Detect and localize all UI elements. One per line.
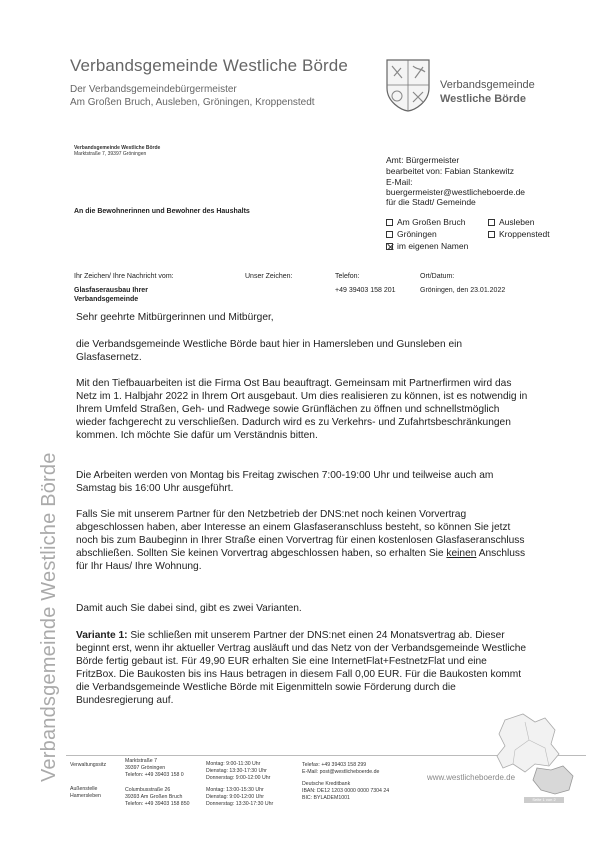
footer-as-addr2: 39393 Am Großen Bruch — [125, 794, 183, 800]
footer-vs-addr1: Marktstraße 7 — [125, 758, 157, 764]
paragraph-3: Die Arbeiten werden von Montag bis Freitag zwischen 7:00-19:00 Uhr und teilweise auch am Samstag bis 16:00 Uhr ausgeführt. — [76, 470, 494, 494]
org-name: Verbandsgemeinde Westliche Börde — [70, 56, 348, 75]
footer-as-hours3: Donnerstag: 13:30-17:30 Uhr — [206, 801, 274, 807]
coat-of-arms-icon — [385, 58, 431, 112]
checkbox-box[interactable] — [488, 219, 495, 226]
footer-vs-label: Verwaltungssitz — [70, 762, 107, 768]
office-email-label: E-Mail: — [386, 177, 413, 187]
org-subtitle: Der Verbandsgemeindebürgermeister — [70, 84, 237, 95]
office-email: buergermeister@westlicheboerde.de — [386, 187, 526, 197]
footer-as-hours2: Dienstag: 9:00-12:00 Uhr — [206, 794, 264, 800]
office-fuer: für die Stadt/ Gemeinde — [386, 197, 476, 207]
footer-vs-tel: Telefon: +49 39403 158 0 — [125, 772, 184, 778]
recipient: An die Bewohnerinnen und Bewohner des Haushalts — [74, 208, 250, 215]
paragraph-4 — [76, 508, 528, 573]
paragraph-4-text-end: Anschluss für Ihr Haus/ Ihre Wohnung. — [76, 548, 526, 572]
variante-1-text: Sie schließen mit unserem Partner der DNS:net einen 24 Monatsvertrag ab. Dieser beginnt erst, wenn ihr aktueller Vertrag ausläuft und das Netz von der Verbandsgemeinde Westliche Börde fertig gebaut ist. Für 49,90 EUR erhalten Sie eine InternetFlat+FestnetzFlat und eine FritzBox. Die Baukosten bis ins Haus betragen in diesem Fall 0,00 EUR. Für die Baukosten kommt die Verbandsgemeinde Westliche Börde mit Eigenmitteln sowie Förderung durch die Bundesregierung auf. — [76, 630, 527, 706]
telefon-label: Telefon: — [335, 273, 360, 280]
paragraph-5: Damit auch Sie dabei sind, gibt es zwei Varianten. — [76, 603, 302, 614]
ort-datum-value: Gröningen, den 23.01.2022 — [420, 287, 506, 294]
org-places: Am Großen Bruch, Ausleben, Gröningen, Kroppenstedt — [70, 97, 315, 108]
footer-vs-hours1: Montag: 9:00-11:30 Uhr — [206, 761, 261, 767]
paragraph-4-text: Falls Sie mit unserem Partner für den Netzbetrieb der DNS:net noch keinen Vorvertrag abgeschlossen haben, aber Interesse an einem Glasfaseranschluss besteht, so können Sie jetzt noch bis zum Baubeginn in Ihrer Straße einen Vorvertrag für einen kostenlosen Glasfaseranschluss abschließen. Sollten Sie keinen Vorvertrag abgeschlossen haben, so erhalten Sie — [76, 509, 525, 559]
footer-iban: IBAN: DE12 1203 0000 0000 7304 24 — [302, 788, 390, 794]
paragraph-1: die Verbandsgemeinde Westliche Börde baut hier in Hamersleben und Gunsleben ein Glasfasernetz. — [76, 339, 463, 363]
footer-vs-hours2: Dienstag: 13:30-17:30 Uhr — [206, 768, 267, 774]
footer-vs-addr2: 39397 Gröningen — [125, 765, 166, 771]
checkbox-box[interactable] — [386, 231, 393, 238]
logo-text-line1: Verbandsgemeinde — [440, 79, 535, 91]
ihr-zeichen-value: Glasfaserausbau Ihrer Verbandsgemeinde — [74, 287, 148, 303]
region-map-icon — [485, 710, 585, 800]
sidebar-vertical-text: Verbandsgemeinde Westliche Börde — [38, 452, 60, 782]
checkbox-label: Ausleben — [499, 217, 535, 227]
logo-text-line2: Westliche Börde — [440, 93, 526, 105]
checkbox-am-grossen-bruch[interactable] — [386, 217, 466, 227]
footer-as-label2: Hamersleben — [70, 793, 101, 799]
checkbox-label: im eigenen Namen — [397, 241, 469, 251]
sender-name: Verbandsgemeinde Westliche Börde — [74, 145, 161, 151]
telefon-value: +49 39403 158 201 — [335, 287, 396, 294]
checkbox-box[interactable] — [386, 219, 393, 226]
footer-bank: Deutsche Kreditbank — [302, 781, 351, 787]
checkbox-ausleben[interactable] — [488, 217, 534, 227]
checkbox-kroppenstedt[interactable] — [488, 229, 550, 239]
office-amt: Amt: Bürgermeister — [386, 155, 460, 165]
checkbox-label: Gröningen — [397, 229, 437, 239]
footer-as-addr1: Columbusstraße 26 — [125, 787, 171, 793]
greeting: Sehr geehrte Mitbürgerinnen und Mitbürger, — [76, 312, 274, 323]
website-link[interactable]: www.westlicheboerde.de — [427, 773, 516, 782]
checkbox-groeningen[interactable] — [386, 229, 437, 239]
paragraph-2: Mit den Tiefbauarbeiten ist die Firma Ost Bau beauftragt. Gemeinsam mit Partnerfirmen wird das Netz im 1. Halbjahr 2022 in Ihrem Ort ausgebaut. Um dies realisieren zu können, ist es notwendig in Ihrem Umfeld Straßen, Geh- und Radwege sowie Grünflächen zu öffnen und schnellstmöglich wieder fachgerecht zu verschließen. Dadurch wird es zu Verkehrs- und Zufahrtsbeschränkungen kommen. Ich möchte Sie dafür um Verständnis bitten. — [76, 378, 528, 441]
checkbox-box-checked[interactable] — [386, 243, 393, 250]
checkbox-im-eigenen-namen[interactable] — [386, 241, 468, 251]
footer-email[interactable]: E-Mail: post@westlicheboerde.de — [302, 769, 380, 775]
variante-1 — [76, 629, 528, 707]
footer-as-tel: Telefon: +49 39403 158 850 — [125, 801, 190, 807]
checkbox-label: Kroppenstedt — [499, 229, 550, 239]
footer-telefax: Telefax: +49 39403 158 299 — [302, 762, 367, 768]
footer-vs-hours3: Donnerstag: 9:00-12:00 Uhr — [206, 775, 271, 781]
footer-bic: BIC: BYLADEM1001 — [302, 795, 350, 801]
ihr-zeichen-label: Ihr Zeichen/ Ihre Nachricht vom: — [74, 273, 174, 280]
footer-as-label1: Außenstelle — [70, 786, 98, 792]
sender-address: Marktstraße 7, 39397 Gröningen — [74, 151, 147, 157]
checkbox-box[interactable] — [488, 231, 495, 238]
footer-as-hours1: Montag: 13:00-15:30 Uhr — [206, 787, 264, 793]
paragraph-4-underlined: keinen — [446, 548, 477, 559]
variante-1-label: Variante 1: — [76, 630, 128, 641]
office-bearbeitet: bearbeitet von: Fabian Stankewitz — [386, 166, 515, 176]
page-badge: Seite 1 von 2 — [524, 797, 564, 803]
ort-datum-label: Ort/Datum: — [420, 273, 455, 280]
checkbox-label: Am Großen Bruch — [397, 217, 466, 227]
unser-zeichen-label: Unser Zeichen: — [245, 273, 293, 280]
